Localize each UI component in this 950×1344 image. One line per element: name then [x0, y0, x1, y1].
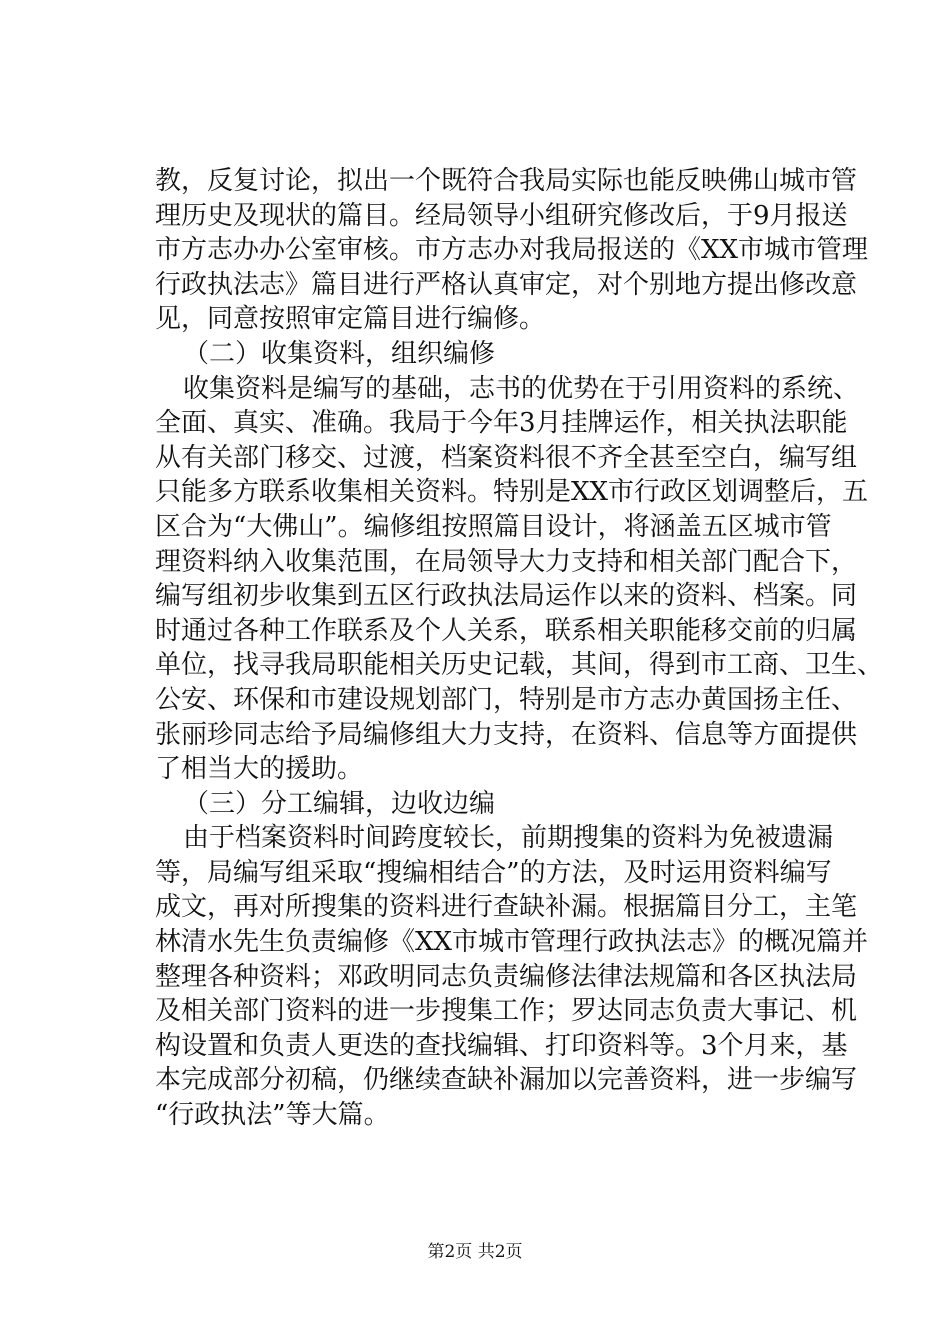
- text-line: “行政执法”等大篇。: [155, 1100, 390, 1131]
- text-line: 等，局编写组采取“搜编相结合”的方法，及时运用资料编写: [155, 857, 832, 888]
- text-line: 区合为“大佛山”。编修组按照篇目设计，将涵盖五区城市管: [155, 511, 832, 542]
- text-line: 理历史及现状的篇目。经局领导小组研究修改后，于9月报送: [155, 200, 848, 231]
- text-line: 编写组初步收集到五区行政执法局运作以来的资料、档案。同: [155, 581, 858, 612]
- text-line: 理资料纳入收集范围，在局领导大力支持和相关部门配合下，: [155, 546, 858, 577]
- text-line: 教，反复讨论，拟出一个既符合我局实际也能反映佛山城市管: [155, 166, 858, 196]
- text-line: 张丽珍同志给予局编修组大力支持，在资料、信息等方面提供: [155, 719, 858, 750]
- text-line: 成文，再对所搜集的资料进行查缺补漏。根据篇目分工，主笔: [155, 892, 858, 923]
- document-body: [155, 164, 884, 1133]
- text-line: 公安、环保和市建设规划部门，特别是市方志办黄国扬主任、: [155, 684, 858, 715]
- text-line: 时通过各种工作联系及个人关系，联系相关职能移交前的归属: [155, 615, 858, 646]
- text-line: 行政执法志》篇目进行严格认真审定，对个别地方提出修改意: [155, 269, 858, 300]
- text-line: 构设置和负责人更迭的查找编辑、打印资料等。3个月来，基: [155, 1030, 848, 1061]
- section-heading: （三）分工编辑，边收边编: [183, 788, 496, 819]
- text-line: 由于档案资料时间跨度较长，前期搜集的资料为免被遗漏: [183, 823, 834, 854]
- text-line: 见，同意按照审定篇目进行编修。: [155, 304, 546, 335]
- section-heading: （二）收集资料，组织编修: [183, 338, 496, 369]
- text-line: 整理各种资料；邓政明同志负责编修法律法规篇和各区执法局: [155, 961, 858, 992]
- text-line: 本完成部分初稿，仍继续查缺补漏加以完善资料，进一步编写: [155, 1065, 858, 1096]
- text-line: 市方志办办公室审核。市方志办对我局报送的《XX市城市管理: [155, 235, 869, 266]
- text-line: 了相当大的援助。: [155, 754, 364, 785]
- page-number-footer: 第2页 共2页: [427, 1242, 523, 1262]
- text-line: 只能多方联系收集相关资料。特别是XX市行政区划调整后，五: [155, 477, 869, 508]
- text-line: 及相关部门资料的进一步搜集工作；罗达同志负责大事记、机: [155, 996, 858, 1027]
- text-line: 单位，找寻我局职能相关历史记载，其间，得到市工商、卫生、: [155, 650, 884, 681]
- text-line: 从有关部门移交、过渡，档案资料很不齐全甚至空白，编写组: [155, 442, 858, 473]
- text-line: 全面、真实、准确。我局于今年3月挂牌运作，相关执法职能: [155, 408, 848, 439]
- text-line: 收集资料是编写的基础，志书的优势在于引用资料的系统、: [183, 373, 860, 404]
- text-line: 林清水先生负责编修《XX市城市管理行政执法志》的概况篇并: [155, 927, 869, 958]
